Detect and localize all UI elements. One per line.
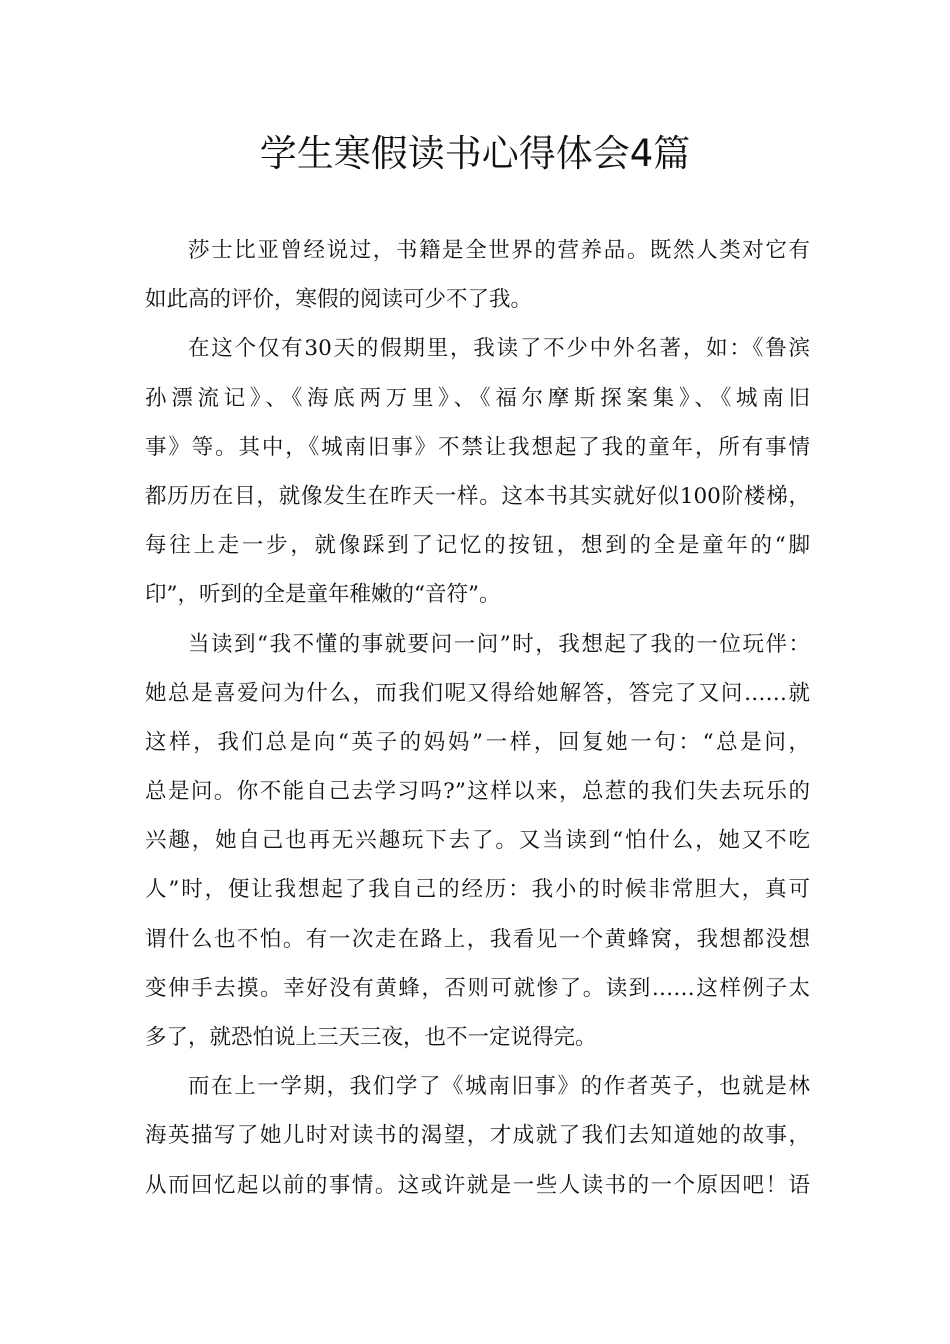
text-line: 如此高的评价，寒假的阅读可少不了我。 — [145, 287, 533, 313]
text-line: 人”时，便让我想起了我自己的经历：我小的时候非常胆大，真可 — [145, 877, 810, 903]
text-line: 莎士比亚曾经说过，书籍是全世界的营养品。既然人类对它有 — [188, 238, 810, 263]
text-line: 在这个仅有30天的假期里，我读了不少中外名著，如：《鲁滨 — [188, 336, 810, 362]
text-line: 事》等。其中，《城南旧事》不禁让我想起了我的童年，所有事情 — [145, 434, 810, 460]
text-line: 印”，听到的全是童年稚嫩的“音符”。 — [145, 582, 501, 608]
text-line: 从而回忆起以前的事情。这或许就是一些人读书的一个原因吧！语 — [145, 1172, 810, 1198]
document-body — [145, 226, 810, 1210]
text-line: 当读到“我不懂的事就要问一问”时，我想起了我的一位玩伴： — [188, 631, 810, 657]
text-line: 孙漂流记》、《海底两万里》、《福尔摩斯探案集》、《城南旧 — [145, 385, 810, 411]
text-line: 兴趣，她自己也再无兴趣玩下去了。又当读到“怕什么，她又不吃 — [145, 828, 810, 854]
text-line: 总是问。你不能自己去学习吗?”这样以来，总惹的我们失去玩乐的 — [145, 779, 810, 805]
document-title: 学生寒假读书心得体会4篇 — [259, 132, 691, 175]
text-line: 而在上一学期，我们学了《城南旧事》的作者英子，也就是林 — [188, 1074, 810, 1100]
text-line: 都历历在目，就像发生在昨天一样。这本书其实就好似100阶楼梯， — [145, 483, 810, 509]
text-line: 多了，就恐怕说上三天三夜，也不一定说得完。 — [145, 1025, 597, 1050]
text-line: 她总是喜爱问为什么，而我们呢又得给她解答，答完了又问……就 — [145, 680, 810, 706]
text-line: 海英描写了她儿时对读书的渴望，才成就了我们去知道她的故事， — [145, 1123, 810, 1149]
text-line: 每往上走一步，就像踩到了记忆的按钮，想到的全是童年的“脚 — [145, 533, 810, 559]
text-line: 这样，我们总是向“英子的妈妈”一样，回复她一句：“总是问， — [145, 729, 810, 755]
text-line: 变伸手去摸。幸好没有黄蜂，否则可就惨了。读到……这样例子太 — [145, 975, 810, 1001]
text-line: 谓什么也不怕。有一次走在路上，我看见一个黄蜂窝，我想都没想 — [145, 926, 810, 952]
